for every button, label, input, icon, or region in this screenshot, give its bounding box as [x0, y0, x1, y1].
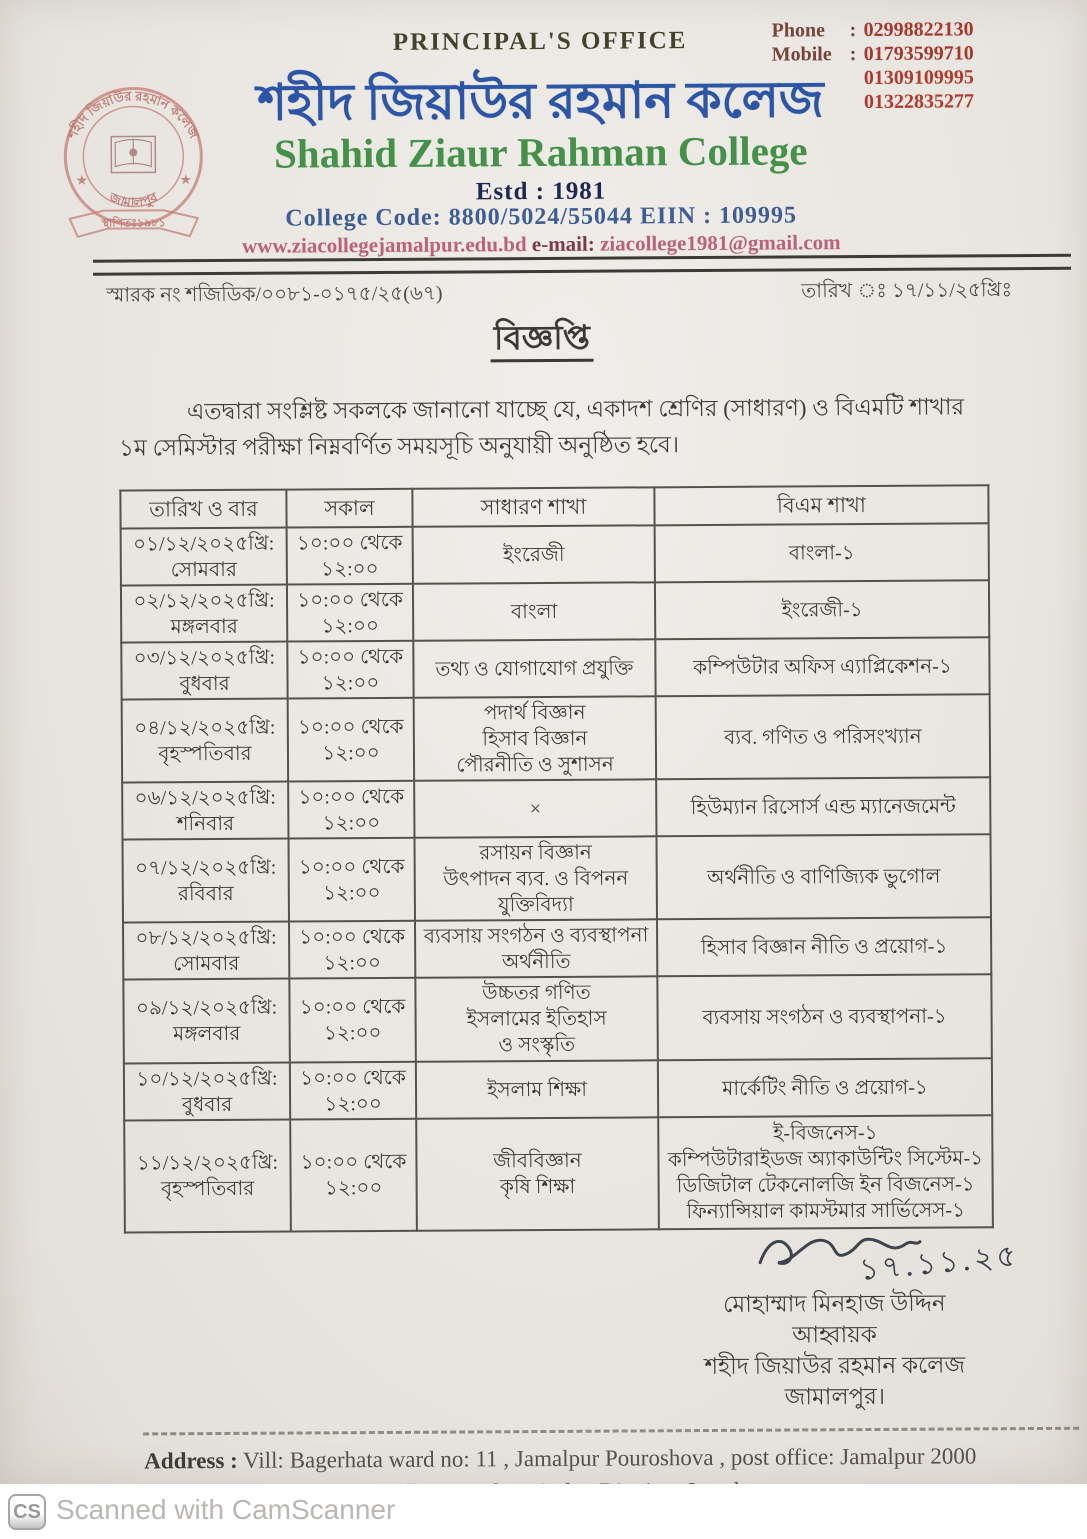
cell-bm-branch: বাংলা-১ [655, 523, 989, 582]
cell-time: ১০:০০ থেকে ১২:০০ [287, 584, 413, 642]
signatory-college: শহীদ জিয়াউর রহমান কলেজ [704, 1352, 966, 1380]
cell-date-day: ০৪/১২/২০২৫খ্রি: বৃহস্পতিবার [122, 699, 289, 783]
principals-office-heading: PRINCIPAL'S OFFICE [392, 27, 688, 56]
seal-city-text: জামালপুর [107, 189, 160, 211]
mobile-number-1: 01793599710 [863, 42, 974, 66]
seal-star-left: ★ [75, 173, 89, 189]
table-row [121, 580, 989, 642]
cell-bm-branch: ব্যবসায় সংগঠন ও ব্যবস্থাপনা-১ [657, 974, 992, 1060]
cell-general-branch: উচ্চতর গণিত ইসলামের ইতিহাস ও সংস্কৃতি [415, 976, 658, 1061]
cell-general-branch: ইংরেজী [413, 525, 655, 583]
cell-date-day: ০১/১২/২০২৫খ্রি: সোমবার [121, 528, 287, 586]
college-seal-logo [55, 80, 212, 253]
cell-time: ১০:০০ থেকে ১২:০০ [287, 641, 413, 699]
table-row [124, 1115, 993, 1232]
exam-schedule-table [119, 484, 994, 1233]
cell-bm-branch: ইংরেজী-১ [655, 580, 989, 639]
handwritten-date: ১৭.১১.২৫ [857, 1238, 1021, 1288]
table-row [121, 637, 989, 699]
cell-time: ১০:০০ থেকে ১২:০০ [290, 1119, 417, 1232]
address-label: Address : [144, 1447, 238, 1474]
schedule-table-body [121, 523, 993, 1232]
table-header-row [120, 485, 988, 528]
cell-time: ১০:০০ থেকে ১২:০০ [290, 1062, 416, 1120]
cell-time: ১০:০০ থেকে ১২:০০ [288, 781, 414, 839]
col-header-general-branch: সাধারণ শাখা [412, 487, 654, 526]
memo-date: তারিখ ঃ ১৭/১১/২৫খ্রিঃ [801, 279, 1013, 303]
website-url: www.ziacollegejamalpur.edu.bd [242, 232, 527, 258]
address-line-1: Address : Vill: Bagerhata ward no: 11 , Jamalpur Pouroshova , post office: Jamalpur 2000 [144, 1443, 977, 1474]
table-row [123, 917, 991, 979]
camscanner-bar [0, 1484, 1087, 1539]
cell-bm-branch: অর্থনীতি ও বাণিজ্যিক ভুগোল [656, 834, 991, 919]
email-label: e-mail: [531, 231, 595, 257]
cell-general-branch: ইসলাম শিক্ষা [416, 1060, 658, 1118]
cell-date-day: ০৭/১২/২০২৫খ্রি: রবিবার [122, 839, 289, 923]
mobile-line: Mobile : 01793599710 [771, 42, 974, 66]
cell-time: ১০:০০ থেকে ১২:০০ [288, 698, 415, 782]
cell-time: ১০:০০ থেকে ১২:০০ [287, 527, 413, 585]
phone-label: Phone [771, 19, 825, 42]
table-row [121, 523, 989, 585]
memo-row [106, 275, 1012, 314]
col-header-bm-branch: বিএম শাখা [654, 485, 988, 525]
cell-date-day: ০৩/১২/২০২৫খ্রি: বুধবার [121, 642, 287, 700]
mobile-number-2: 01309109995 [863, 66, 974, 90]
cell-date-day: ০৯/১২/২০২৫খ্রি: মঙ্গলবার [123, 979, 290, 1064]
signatory-designation: আহ্বায়ক [792, 1321, 877, 1348]
svg-text:শহীদ জিয়াউর রহমান কলেজ [64, 88, 202, 143]
phone-number: 02998822130 [863, 18, 974, 42]
table-row [123, 974, 991, 1063]
mobile-label: Mobile [771, 43, 832, 66]
cell-time: ১০:০০ থেকে ১২:০০ [289, 921, 415, 979]
cell-bm-branch: কম্পিউটার অফিস এ্যাপ্লিকেশন-১ [655, 637, 989, 696]
college-name-bengali: শহীদ জিয়াউর রহমান কলেজ [257, 71, 824, 131]
signatory-place: জামালপুর। [784, 1383, 886, 1410]
col-header-morning: সকাল [286, 489, 412, 528]
cell-bm-branch: ই-বিজনেস-১ কম্পিউটারাইডজ অ্যাকাউন্টিং সিস্টেম-১ ডিজিটাল টেকনোলজি ইন বিজনেস-১ ফিন্যান্সিয়াল কামস্টমার সার্ভিসেস-১ [658, 1115, 993, 1229]
cell-bm-branch: ব্যব. গণিত ও পরিসংখ্যান [656, 694, 991, 779]
cell-general-branch: বাংলা [413, 582, 655, 640]
notice-title: বিজ্ঞপ্তি [490, 321, 594, 363]
table-row [122, 694, 990, 782]
signatory-name: মোহাম্মাদ মিনহাজ উদ্দিন [723, 1290, 946, 1317]
col-header-date-day: তারিখ ও বার [120, 490, 286, 529]
established-year: Estd : 1981 [475, 177, 607, 206]
cell-general-branch: × [414, 779, 656, 837]
seal-book-emblem [111, 136, 155, 172]
camscanner-label: Scanned with CamScanner [56, 1494, 396, 1525]
cell-time: ১০:০০ থেকে ১২:০০ [289, 978, 416, 1063]
cell-general-branch: তথ্য ও যোগাযোগ প্রযুক্তি [413, 639, 655, 697]
mobile-number-3: 01322835277 [863, 90, 975, 114]
table-row [124, 1058, 992, 1120]
cell-date-day: ০২/১২/২০২৫খ্রি: মঙ্গলবার [121, 585, 287, 643]
cell-bm-branch: হিসাব বিজ্ঞান নীতি ও প্রয়োগ-১ [657, 917, 991, 976]
cell-date-day: ০৬/১২/২০২৫খ্রি: শনিবার [122, 782, 288, 840]
email-address: ziacollege1981@gmail.com [599, 230, 841, 256]
footer-dashed-rule [143, 1427, 1079, 1436]
notice-title-wrap [0, 309, 1086, 372]
camscanner-icon: CS [8, 1494, 46, 1530]
college-code-line: College Code: 8800/5024/55044 EIIN : 109995 [285, 202, 798, 232]
cell-general-branch: রসায়ন বিজ্ঞান উৎপাদন ব্যব. ও বিপনন যুক্তিবিদ্যা [414, 836, 657, 920]
cell-bm-branch: হিউম্যান রিসোর্স এন্ড ম্যানেজমেন্ট [656, 777, 990, 836]
cell-general-branch: ব্যবসায় সংগঠন ও ব্যবস্থাপনা অর্থনীতি [415, 919, 657, 977]
college-name-english: Shahid Ziaur Rahman College [273, 127, 808, 177]
memo-reference: স্মারক নং শজিডিক/০০৮১-০১৭৫/২৫(৬৭) [106, 282, 443, 307]
cell-date-day: ০৮/১২/২০২৫খ্রি: সোমবার [123, 922, 289, 980]
cell-date-day: ১১/১২/২০২৫খ্রি: বৃহস্পতিবার [124, 1120, 291, 1233]
table-row [122, 777, 990, 839]
signatory-lines [644, 1287, 1025, 1413]
phone-line: Phone : 02998822130 [771, 18, 974, 42]
notice-body: এতদ্বারা সংশ্লিষ্ট সকলকে জানানো যাচ্ছে যে, একাদশ শ্রেণির (সাধারণ) ও বিএমটি শাখার ১ম সেমিস্টার পরীক্ষা নিম্নবর্ণিত সময়সূচি অনুযায়ী অনুষ্ঠিত হবে। [119, 394, 965, 461]
seal-ribbon-text: স্থাপিতঃ১৯৮১ [101, 217, 166, 230]
seal-ring-text: শহীদ জিয়াউর রহমান কলেজ [64, 88, 202, 142]
table-row [122, 834, 990, 922]
cell-time: ১০:০০ থেকে ১২:০০ [288, 838, 415, 922]
svg-text:জামালপুর [106, 189, 160, 211]
cell-date-day: ১০/১২/২০২৫খ্রি: বুধবার [124, 1063, 290, 1121]
cell-bm-branch: মার্কেটিং নীতি ও প্রয়োগ-১ [658, 1058, 992, 1117]
cell-general-branch: জীববিজ্ঞান কৃষি শিক্ষা [416, 1117, 659, 1230]
cell-general-branch: পদার্থ বিজ্ঞান হিসাব বিজ্ঞান পৌরনীতি ও সুশাসন [414, 696, 657, 780]
seal-star-right: ★ [179, 173, 193, 189]
